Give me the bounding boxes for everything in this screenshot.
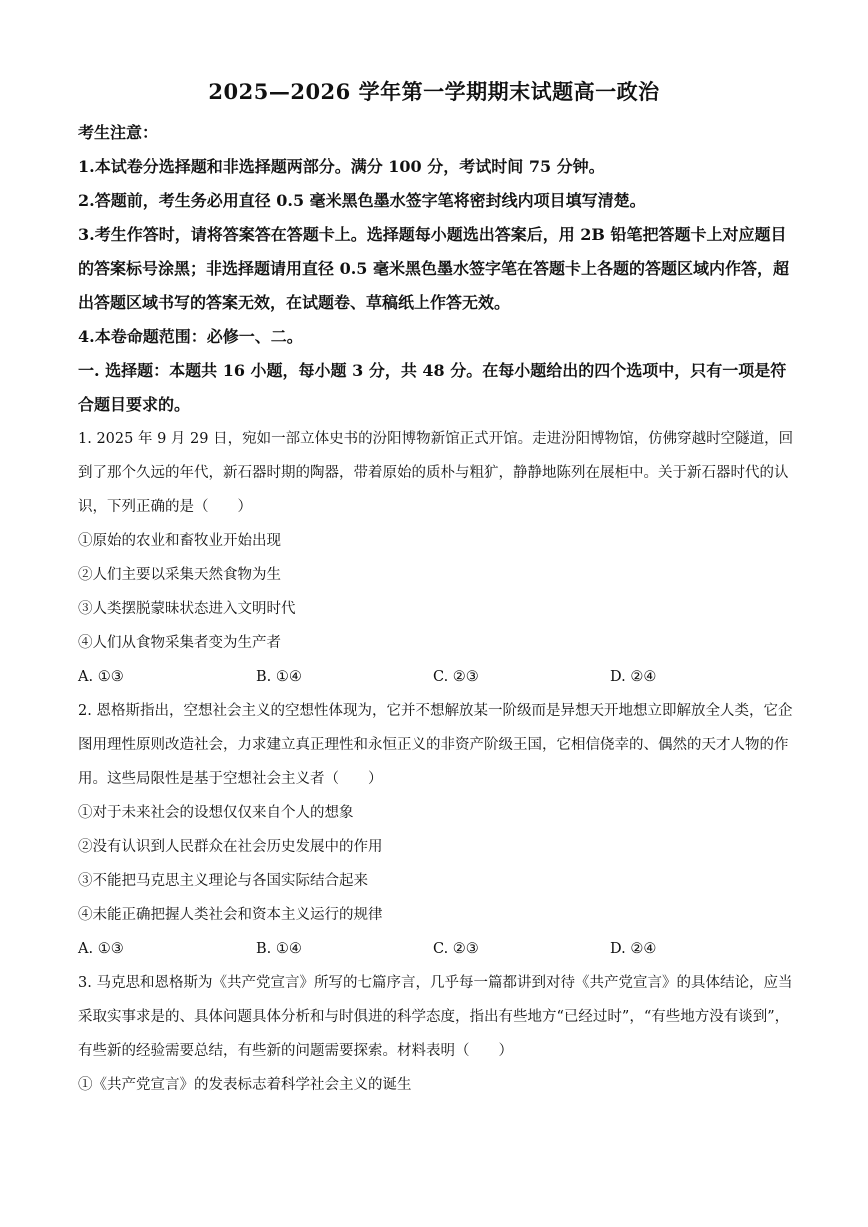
question-2-choice-c[interactable]: C. ②③ [433, 941, 479, 957]
notice-item-2: 2.答题前，考生务必用直径 0.5 毫米黑色墨水签字笔将密封线内项目填写清楚。 [78, 191, 646, 210]
page-title: 2025—2026 学年第一学期期末试题高一政治 [208, 79, 660, 104]
notice-header: 考生注意： [78, 123, 159, 142]
question-3-item-1: ①《共产党宣言》的发表标志着科学社会主义的诞生 [78, 1077, 412, 1093]
question-1-choice-b[interactable]: B. ①④ [256, 669, 302, 685]
question-2-item-3: ③不能把马克思主义理论与各国实际结合起来 [78, 873, 368, 889]
question-2-choice-a[interactable]: A. ①③ [78, 941, 124, 957]
notice-item-1: 1.本试卷分选择题和非选择题两部分。满分 100 分，考试时间 75 分钟。 [78, 157, 605, 176]
question-1-item-4: ④人们从食物采集者变为生产者 [78, 635, 281, 651]
question-1-stem: 1. 2025 年 9 月 29 日，宛如一部立体史书的汾阳博物新馆正式开馆。走进汾阳博物馆，仿佛穿越时空隧道，回到了那个久远的年代，新石器时期的陶器，带着原始的质朴与粗犷，静静地陈列在展柜中。关于新石器时代的认识，下列正确的是（ ） [78, 431, 794, 515]
notice-item-4: 4.本卷命题范围：必修一、二。 [78, 327, 303, 346]
question-1-choices [78, 660, 800, 694]
question-2-item-2: ②没有认识到人民群众在社会历史发展中的作用 [78, 839, 383, 855]
question-2-choice-b[interactable]: B. ①④ [256, 941, 302, 957]
question-2-item-1: ①对于未来社会的设想仅仅来自个人的想象 [78, 805, 354, 821]
question-1-choice-a[interactable]: A. ①③ [78, 669, 124, 685]
question-3-stem: 3. 马克思和恩格斯为《共产党宣言》所写的七篇序言，几乎每一篇都讲到对待《共产党宣言》的具体结论，应当采取实事求是的、具体问题具体分析和与时俱进的科学态度，指出有些地方“已经过时”，“有些地方没有谈到”，有些新的经验需要总结，有些新的问题需要探索。材料表明（ ） [78, 975, 793, 1059]
question-2-choice-d[interactable]: D. ②④ [610, 941, 657, 957]
notice-item-3: 3.考生作答时，请将答案答在答题卡上。选择题每小题选出答案后，用 2B 铅笔把答题卡上对应题目的答案标号涂黑；非选择题请用直径 0.5 毫米黑色墨水签字笔在答题卡上各题的答题区域内作答，超出答题区域书写的答案无效，在试题卷、草稿纸上作答无效。 [78, 225, 789, 312]
section-heading: 一. 选择题：本题共 16 小题，每小题 3 分，共 48 分。在每小题给出的四个选项中，只有一项是符合题目要求的。 [78, 361, 787, 414]
question-2-item-4: ④未能正确把握人类社会和资本主义运行的规律 [78, 907, 383, 923]
question-1-item-1: ①原始的农业和畜牧业开始出现 [78, 533, 281, 549]
question-2-choices [78, 932, 800, 966]
question-1-choice-c[interactable]: C. ②③ [433, 669, 479, 685]
question-1-item-3: ③人类摆脱蒙昧状态进入文明时代 [78, 601, 296, 617]
question-2-stem: 2. 恩格斯指出，空想社会主义的空想性体现为，它并不想解放某一阶级而是异想天开地想立即解放全人类，它企图用理性原则改造社会，力求建立真正理性和永恒正义的非资产阶级王国，它相信侥幸的、偶然的天才人物的作用。这些局限性是基于空想社会主义者（ ） [78, 703, 793, 787]
question-1-item-2: ②人们主要以采集天然食物为生 [78, 567, 281, 583]
question-1-choice-d[interactable]: D. ②④ [610, 669, 657, 685]
